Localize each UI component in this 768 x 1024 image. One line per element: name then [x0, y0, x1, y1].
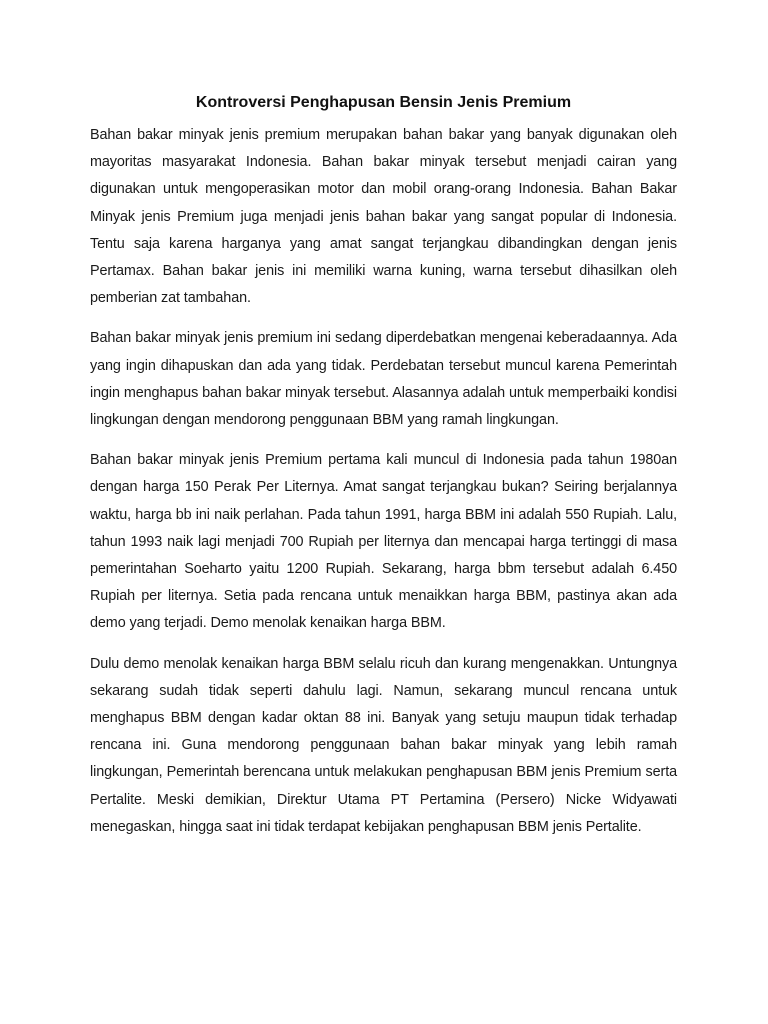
paragraph-1: Bahan bakar minyak jenis premium merupakan bahan bakar yang banyak digunakan oleh mayoritas masyarakat Indonesia. Bahan bakar minyak tersebut menjadi cairan yang digunakan untuk mengoperasikan motor dan mobil orang-orang Indonesia. Bahan Bakar Minyak jenis Premium juga menjadi jenis bahan bakar yang sangat popular di Indonesia. Tentu saja karena harganya yang amat sangat terjangkau dibandingkan dengan jenis Pertamax. Bahan bakar jenis ini memiliki warna kuning, warna tersebut dihasilkan oleh pemberian zat tambahan. — [90, 127, 677, 307]
document-body — [90, 91, 677, 854]
document-title: Kontroversi Penghapusan Bensin Jenis Premium — [195, 94, 572, 111]
paragraph-3: Bahan bakar minyak jenis Premium pertama kali muncul di Indonesia pada tahun 1980an dengan harga 150 Perak Per Liternya. Amat sangat terjangkau bukan? Seiring berjalannya waktu, harga bb ini naik perlahan. Pada tahun 1991, harga BBM ini adalah 550 Rupiah. Lalu, tahun 1993 naik lagi menjadi 700 Rupiah per liternya dan mencapai harga tertinggi di masa pemerintahan Soeharto yaitu 1200 Rupiah. Sekarang, harga bbm tersebut adalah 6.450 Rupiah per liternya. Setia pada rencana untuk menaikkan harga BBM, pastinya akan ada demo yang terjadi. Demo menolak kenaikan harga BBM. — [90, 452, 677, 632]
paragraph-4: Dulu demo menolak kenaikan harga BBM selalu ricuh dan kurang mengenakkan. Untungnya sekarang sudah tidak seperti dahulu lagi. Namun, sekarang muncul rencana untuk menghapus BBM dengan kadar oktan 88 ini. Banyak yang setuju maupun tidak terhadap rencana ini. Guna mendorong penggunaan bahan bakar minyak yang lebih ramah lingkungan, Pemerintah berencana untuk melakukan penghapusan BBM jenis Premium serta Pertalite. Meski demikian, Direktur Utama PT Pertamina (Persero) Nicke Widyawati menegaskan, hingga saat ini tidak terdapat kebijakan penghapusan BBM jenis Pertalite. — [90, 655, 677, 835]
paragraph-2: Bahan bakar minyak jenis premium ini sedang diperdebatkan mengenai keberadaannya. Ada yang ingin dihapuskan dan ada yang tidak. Perdebatan tersebut muncul karena Pemerintah ingin menghapus bahan bakar minyak tersebut. Alasannya adalah untuk memperbaiki kondisi lingkungan dengan mendorong penggunaan BBM yang ramah lingkungan. — [90, 330, 677, 429]
